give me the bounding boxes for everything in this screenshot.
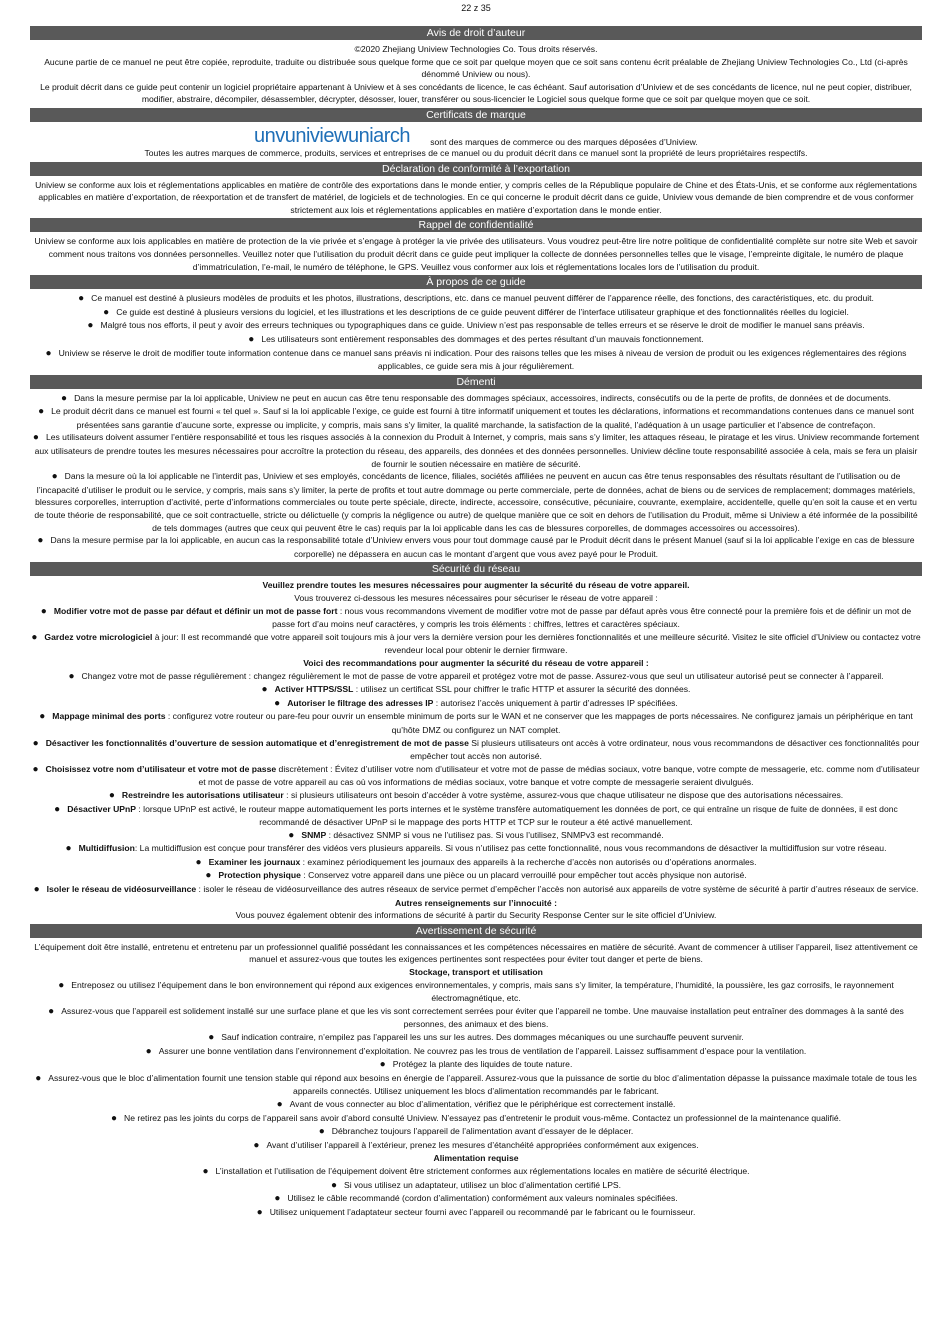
bullet-icon: ● (274, 1193, 281, 1205)
list-item: ● Utilisez le câble recommandé (cordon d’alimentation) conformément aux valeurs nominales spécifiées. (274, 1193, 678, 1205)
section-header-disclaimer: Démenti (30, 375, 922, 389)
list-item: ● Gardez votre micrologiciel à jour: Il est recommandé que votre appareil soit toujours mis à jour vers la dernière version pour les dernières fonctionnalités et une meilleure sécurité. Visitez le site officiel d’Uniview ou contactez votre revendeur local pour obtenir le dernier firmware. (31, 631, 921, 656)
list-item: ● Modifier votre mot de passe par défaut et définir un mot de passe fort : nous vous recommandons vivement de modifier votre mot de passe par défaut après vous être connecté pour la première fois et de définir un mot de passe fort d’au moins neuf caractères, y compris les trois éléments : chiffres, lettres et caractères spéciaux. (40, 605, 912, 630)
list-item: ● Désactiver UPnP : lorsque UPnP est activé, le routeur mappe automatiquement les ports internes et le système transfère automatiquement les données de port, ce qui entraîne un risque de fuite de données, il est donc recommandé de désactiver UPnP si le mappage des ports HTTP et TCP sur le routeur a été activé manuellement. (54, 803, 898, 828)
bullet-icon: ● (37, 535, 44, 547)
bullet-icon: ● (51, 471, 58, 483)
list-item: ● Dans la mesure permise par la loi applicable, en aucun cas la responsabilité totale d’Uniview envers vous pour tout dommage causé par le Produit décrit dans le présent Manuel (sauf si la loi applicable l’exige en cas de blessure corporelle) ne dépassera en aucun cas le montant d’argent que vous avez payé pour le Produit. (37, 535, 915, 559)
about-list (30, 292, 922, 373)
copyright-para: Le produit décrit dans ce guide peut contenir un logiciel propriétaire appartenant à Uniview et à ses concédants de licence, le cas échéant. Sauf autorisation d’Uniview et de ses concédants de licence, nul ne peut copier, distribuer, modifier, abstraire, décompiler, désassembler, décrypter, désosser, louer, transférer ou sous-licencier le Logiciel sous quelque forme que ce soit par quelque moyen que ce soit. (40, 81, 912, 105)
bullet-icon: ● (35, 1072, 42, 1084)
bullet-icon: ● (208, 1032, 215, 1043)
list-item: ● Avant d’utiliser l’appareil à l’extérieur, prenez les mesures d’étanchéité appropriées conformément aux exigences. (253, 1139, 699, 1151)
section-header-network: Sécurité du réseau (30, 562, 922, 576)
bullet-icon: ● (256, 1206, 263, 1218)
list-item: ● Protégez la plante des liquides de toute nature. (379, 1059, 573, 1071)
section-header-privacy: Rappel de confidentialité (30, 218, 922, 232)
list-item: ● Dans la mesure où la loi applicable ne l’interdit pas, Uniview et ses employés, concédants de licence, filiales, sociétés affiliées ne peuvent en aucun cas être tenus responsables des résultats résultant de l’utilisation ou de l’incapacité d’utiliser le produit ou le service, y compris, mais sans s’y limiter, la perte de profits et tout autre dommage ou perte commerciale, perte de données, achat de biens ou de services de remplacement; dommages matériels, blessures corporelles, interruption d’activité, perte d’informations commerciales ou toute perte spéciale, directe, indirecte, accessoire, consécutive, pécuniaire, couvrante, exemplaire, accidentelle, quelle qu’en soit la cause et en vertu de toute théorie de responsabilité, que ce soit contractuelle, stricte ou délictuelle (y compris la négligence ou autre) de quelque manière que ce soit en dehors de l’utilisation du Produit, même si Uniview a été informée de la possibilité de tels dommages (autres que ceux qui peuvent être le cas) requis par la loi applicable dans les cas de blessures corporelles, de dommages accessoires ou accessoires). (34, 471, 918, 533)
page-number: 22 z 35 (461, 3, 491, 13)
list-item: ● Protection physique : Conservez votre appareil dans une pièce ou un placard verrouillé pour empêcher tout accès physique non autorisé. (205, 870, 747, 882)
list-item: ● Assurer une bonne ventilation dans l’environnement d’exploitation. Ne couvrez pas les trous de ventilation de l’appareil. Laissez suffisamment d’espace pour la ventilation. (145, 1045, 807, 1057)
list-item: ● Désactiver les fonctionnalités d’ouverture de session automatique et d’enregistrement de mot de passe Si plusieurs utilisateurs ont accès à votre ordinateur, nous vous recommandons de désactiver ces fonctionnalités pour empêcher tout accès non autorisé. (32, 737, 920, 762)
bullet-icon: ● (31, 631, 38, 643)
list-item: ● Débranchez toujours l’appareil de l’alimentation avant d’essayer de le déplacer. (318, 1126, 634, 1138)
network-subheading: Autres renseignements sur l’innocuité : (395, 897, 557, 908)
network-intro-bold: Veuillez prendre toutes les mesures nécessaires pour augmenter la sécurité du réseau de votre appareil. (262, 580, 690, 591)
uniview-logo-text: unvuniviewuniarch (254, 124, 411, 145)
bullet-icon: ● (202, 1165, 209, 1177)
network-intro: Vous trouverez ci-dessous les mesures nécessaires pour sécuriser le réseau de votre appareil : (294, 593, 658, 603)
list-item: ● L’installation et l’utilisation de l’équipement doivent être strictement conformes aux réglementations locales en matière de sécurité électrique. (202, 1165, 750, 1177)
privacy-para: Uniview se conforme aux lois applicables en matière de protection de la vie privée et s’engage à protéger la vie privée des utilisateurs. Vous voudrez peut-être lire notre politique de confidentialité complète sur notre site Web et savoir comment nous traitons vos données personnelles. Veuillez noter que l’utilisation du produit décrit dans ce guide peut impliquer la collecte de données personnelles telles que le visage, l’empreinte digitale, le numéro de plaque d’immatriculation, l’e-mail, le numéro de téléphone, le GPS. Veuillez vous conformer aux lois et réglementations locales lors de l’utilisation du produit. (34, 236, 918, 272)
bullet-icon: ● (32, 432, 39, 444)
list-item: ● Sauf indication contraire, n’empilez pas l’appareil les uns sur les autres. Des dommages mécaniques ou une surchauffe peuvent survenir. (208, 1032, 744, 1043)
copyright-para: Aucune partie de ce manuel ne peut être copiée, reproduite, traduite ou distribuée sous quelque forme que ce soit par quelque moyen que ce soit sans contenu écrit préalable de Zhejiang Uniview Technologies Co., Ltd (ci-après dénommé Uniview ou nous). (44, 56, 908, 80)
bullet-icon: ● (379, 1059, 386, 1071)
copyright-line: ©2020 Zhejiang Uniview Technologies Co. Tous droits réservés. (354, 44, 598, 54)
list-item: ● Examiner les journaux : examinez périodiquement les journaux des appareils à la recherche d’accès non autorisés ou d’opérations anormales. (195, 856, 757, 868)
list-item: ● Dans la mesure permise par la loi applicable, Uniview ne peut en aucun cas être tenu responsable des dommages spéciaux, accessoires, indirects, consécutifs ou de la perte de profits, de données et de documents. (61, 392, 891, 404)
safety-list-1 (30, 979, 922, 1153)
bullet-icon: ● (145, 1045, 152, 1057)
safety-subheading: Alimentation requise (433, 1153, 519, 1164)
trademark-line: sont des marques de commerce ou des marques déposées d’Uniview. (430, 136, 698, 147)
list-item: ● Activer HTTPS/SSL : utilisez un certificat SSL pour chiffrer le trafic HTTP et assurer la sécurité des données. (261, 684, 691, 696)
list-item: ● Isoler le réseau de vidéosurveillance : isoler le réseau de vidéosurveillance des autres réseaux de service permet d’empêcher l’accès non autorisé aux appareils de votre système de sécurité à partir d’autres réseaux de service. (33, 884, 919, 896)
bullet-icon: ● (87, 320, 94, 332)
list-item: ● Entreposez ou utilisez l’équipement dans le bon environnement qui répond aux exigences environnementales, y compris, mais sans s’y limiter, la température, l’humidité, la poussière, les gaz corrosifs, le rayonnement électromagnétique, etc. (58, 979, 894, 1004)
bullet-icon: ● (65, 843, 72, 855)
bullet-icon: ● (48, 1005, 55, 1017)
list-item: ● Assurez-vous que le bloc d’alimentation fournit une tension stable qui répond aux besoins en énergie de l’appareil. Assurez-vous que la puissance de sortie du bloc d’alimentation dépasse la puissance maximale totale de tous les appareils connectés. Utilisez uniquement les blocs d’alimentation recommandés par le fabricant. (35, 1072, 917, 1097)
safety-list-2 (30, 1165, 922, 1219)
bullet-icon: ● (195, 856, 202, 868)
list-item: ● Mappage minimal des ports : configurez votre routeur ou pare-feu pour ouvrir un ensemble minimum de ports sur le WAN et ne conserver que les mappages de ports nécessaires. Ne configurez jamais un périphérique en tant qu’hôte DMZ ou configurez un NAT complet. (39, 711, 913, 735)
list-item: ● Changez votre mot de passe régulièrement : changez régulièrement le mot de passe de votre appareil et protégez votre mot de passe. Assurez-vous que seul un utilisateur autorisé peut se connecter à l’appareil. (68, 670, 884, 682)
list-item: ● SNMP : désactivez SNMP si vous ne l’utilisez pas. Si vous l’utilisez, SNMPv3 est recommandé. (288, 829, 664, 841)
section-header-copyright: Avis de droit d’auteur (30, 26, 922, 40)
list-item: ● Malgré tous nos efforts, il peut y avoir des erreurs techniques ou typographiques dans ce guide. Uniview n’est pas responsable de telles erreurs et se réserve le droit de modifier le manuel sans préavis. (87, 320, 865, 332)
bullet-icon: ● (78, 293, 85, 305)
section-header-about: À propos de ce guide (30, 275, 922, 289)
bullet-icon: ● (32, 763, 39, 775)
bullet-icon: ● (39, 711, 46, 723)
bullet-icon: ● (103, 306, 110, 318)
bullet-icon: ● (274, 697, 281, 709)
network-outro: Vous pouvez également obtenir des informations de sécurité à partir du Security Response Center sur le site officiel d’Uniview. (235, 910, 717, 921)
network-subheading: Voici des recommandations pour augmenter la sécurité du réseau de votre appareil : (303, 657, 649, 668)
list-item: ● Ce manuel est destiné à plusieurs modèles de produits et les photos, illustrations, descriptions, etc. dans ce manuel peuvent différer de l’apparence réelle, des fonctions, des caractéristiques, etc. du produit. (78, 293, 874, 305)
bullet-icon: ● (54, 803, 61, 815)
list-item: ● Uniview se réserve le droit de modifier toute information contenue dans ce manuel sans préavis ni indication. Pour des raisons telles que les mises à niveau de version de produit ou les exigences réglementaires des régions applicables, ce guide sera mis à jour régulièrement. (45, 347, 907, 372)
trademark-logo-row (30, 125, 922, 147)
list-item: ● Restreindre les autorisations utilisateur : si plusieurs utilisateurs ont besoin d’accéder à votre système, assurez-vous que chaque utilisateur ne dispose que des autorisations nécessaires. (108, 789, 844, 801)
list-item: ● Le produit décrit dans ce manuel est fourni « tel quel ». Sauf si la loi applicable l’exige, ce guide est fourni à titre informatif uniquement et toutes les déclarations, informations et recommandations contenues dans ce manuel sont présentées sans garantie d’aucune sorte, expresse ou implicite, y compris, mais sans s’y limiter, la qualité marchande, la satisfaction de la qualité, l’adéquation à un usage particulier et l’absence de contrefaçon. (38, 406, 914, 430)
bullet-icon: ● (248, 333, 255, 345)
bullet-icon: ● (318, 1126, 325, 1138)
list-item: ● Autoriser le filtrage des adresses IP : autorisez l’accès uniquement à partir d’adresses IP spécifiées. (274, 697, 678, 709)
list-item: ● Avant de vous connecter au bloc d’alimentation, vérifiez que le périphérique est correctement installé. (276, 1098, 676, 1110)
bullet-icon: ● (68, 670, 75, 682)
document-page (30, 0, 922, 1219)
bullet-icon: ● (108, 789, 115, 801)
bullet-icon: ● (45, 347, 52, 359)
list-item: ● Choisissez votre nom d’utilisateur et votre mot de passe discrètement : Évitez d’utiliser votre nom d’utilisateur et votre mot de passe de médias sociaux, votre banque, votre compte de messagerie, etc. comme nom d’utilisateur et mot de passe de votre appareil au cas où vos informations de médias sociaux, votre banque et votre compte de messagerie seraient divulgués. (32, 763, 920, 788)
bullet-icon: ● (33, 884, 40, 896)
bullet-icon: ● (205, 870, 212, 882)
list-item: ● Les utilisateurs doivent assumer l’entière responsabilité et tous les risques associés à la connexion du Produit à Internet, y compris, mais sans s’y limiter, les attaques réseau, le piratage et les virus. Uniview recommande fortement aux utilisateurs de prendre toutes les mesures nécessaires pour accroître la protection du réseau, des appareils, des données et des données personnelles. Uniview décline toute responsabilité associée à cela, mais se fera un plaisir de fournir le soutien nécessaire en matière de sécurité. (32, 432, 920, 469)
network-list-2 (30, 670, 922, 897)
bullet-icon: ● (330, 1179, 337, 1191)
bullet-icon: ● (32, 737, 39, 749)
bullet-icon: ● (261, 684, 268, 696)
list-item: ● Les utilisateurs sont entièrement responsables des dommages et des pertes résultant d’un mauvais fonctionnement. (248, 333, 704, 345)
bullet-icon: ● (58, 979, 65, 991)
bullet-icon: ● (110, 1112, 118, 1124)
section-header-trademark: Certificats de marque (30, 108, 922, 122)
export-para: Uniview se conforme aux lois et réglementations applicables en matière de contrôle des exportations dans le monde entier, y compris celles de la République populaire de Chine et des États-Unis, et se conforme aux réglementations applicables en matière d’exportation, de réexportation et de transfert de matériel, de logiciels et de technologies. En ce qui concerne le produit décrit dans ce guide, Uniview vous demande de bien comprendre et de vous conformer strictement aux lois et réglementations applicables en matière d’exportation dans le monde entier. (35, 179, 917, 215)
safety-subheading: Stockage, transport et utilisation (409, 967, 543, 978)
bullet-icon: ● (38, 406, 45, 418)
bullet-icon: ● (40, 605, 47, 617)
trademark-para: Toutes les autres marques de commerce, produits, services et entreprises de ce manuel ou du produit décrit dans ce manuel sont la propriété de leurs propriétaires respectifs. (144, 147, 808, 158)
bullet-icon: ● (276, 1098, 283, 1110)
disclaimer-list (30, 392, 922, 561)
list-item: ● Ne retirez pas les joints du corps de l’appareil sans avoir d’abord consulté Uniview. N’essayez pas d’entretenir le produit vous-même. Contactez un professionnel de la maintenance qualifié. (110, 1112, 842, 1124)
list-item: ● Multidiffusion: La multidiffusion est conçue pour transférer des vidéos vers plusieurs appareils. Si vous n’utilisez pas cette fonctionnalité, nous vous recommandons de désactiver la multidiffusion sur votre réseau. (65, 843, 887, 855)
safety-intro: L’équipement doit être installé, entretenu et entretenu par un professionnel qualifié possédant les connaissances et les compétences nécessaires en matière de sécurité. Avant de commencer à utiliser l’appareil, lisez attentivement ce manuel et assurez-vous que toutes les exigences pertinentes sont respectées pour éviter tout danger et perte de biens. (34, 941, 918, 965)
list-item: ● Utilisez uniquement l’adaptateur secteur fourni avec l’appareil ou recommandé par le fabricant ou le fournisseur. (256, 1206, 696, 1218)
network-list-1 (30, 605, 922, 657)
list-item: ● Si vous utilisez un adaptateur, utilisez un bloc d’alimentation certifié LPS. (330, 1179, 622, 1191)
bullet-icon: ● (61, 392, 68, 404)
list-item: ● Ce guide est destiné à plusieurs versions du logiciel, et les illustrations et les descriptions de ce guide peuvent différer de l’interface utilisateur graphique et des fonctionnalités réelles du logiciel. (103, 306, 849, 318)
bullet-icon: ● (253, 1139, 260, 1151)
section-header-export: Déclaration de conformité à l’exportation (30, 162, 922, 176)
bullet-icon: ● (288, 829, 295, 841)
section-header-safety: Avertissement de sécurité (30, 924, 922, 938)
list-item: ● Assurez-vous que l’appareil est solidement installé sur une surface plane et que les vis sont correctement serrées pour éviter que l’appareil ne tombe. Une mauvaise installation peut entraîner des dommages à la santé des personnes, des animaux et des biens. (48, 1005, 904, 1030)
